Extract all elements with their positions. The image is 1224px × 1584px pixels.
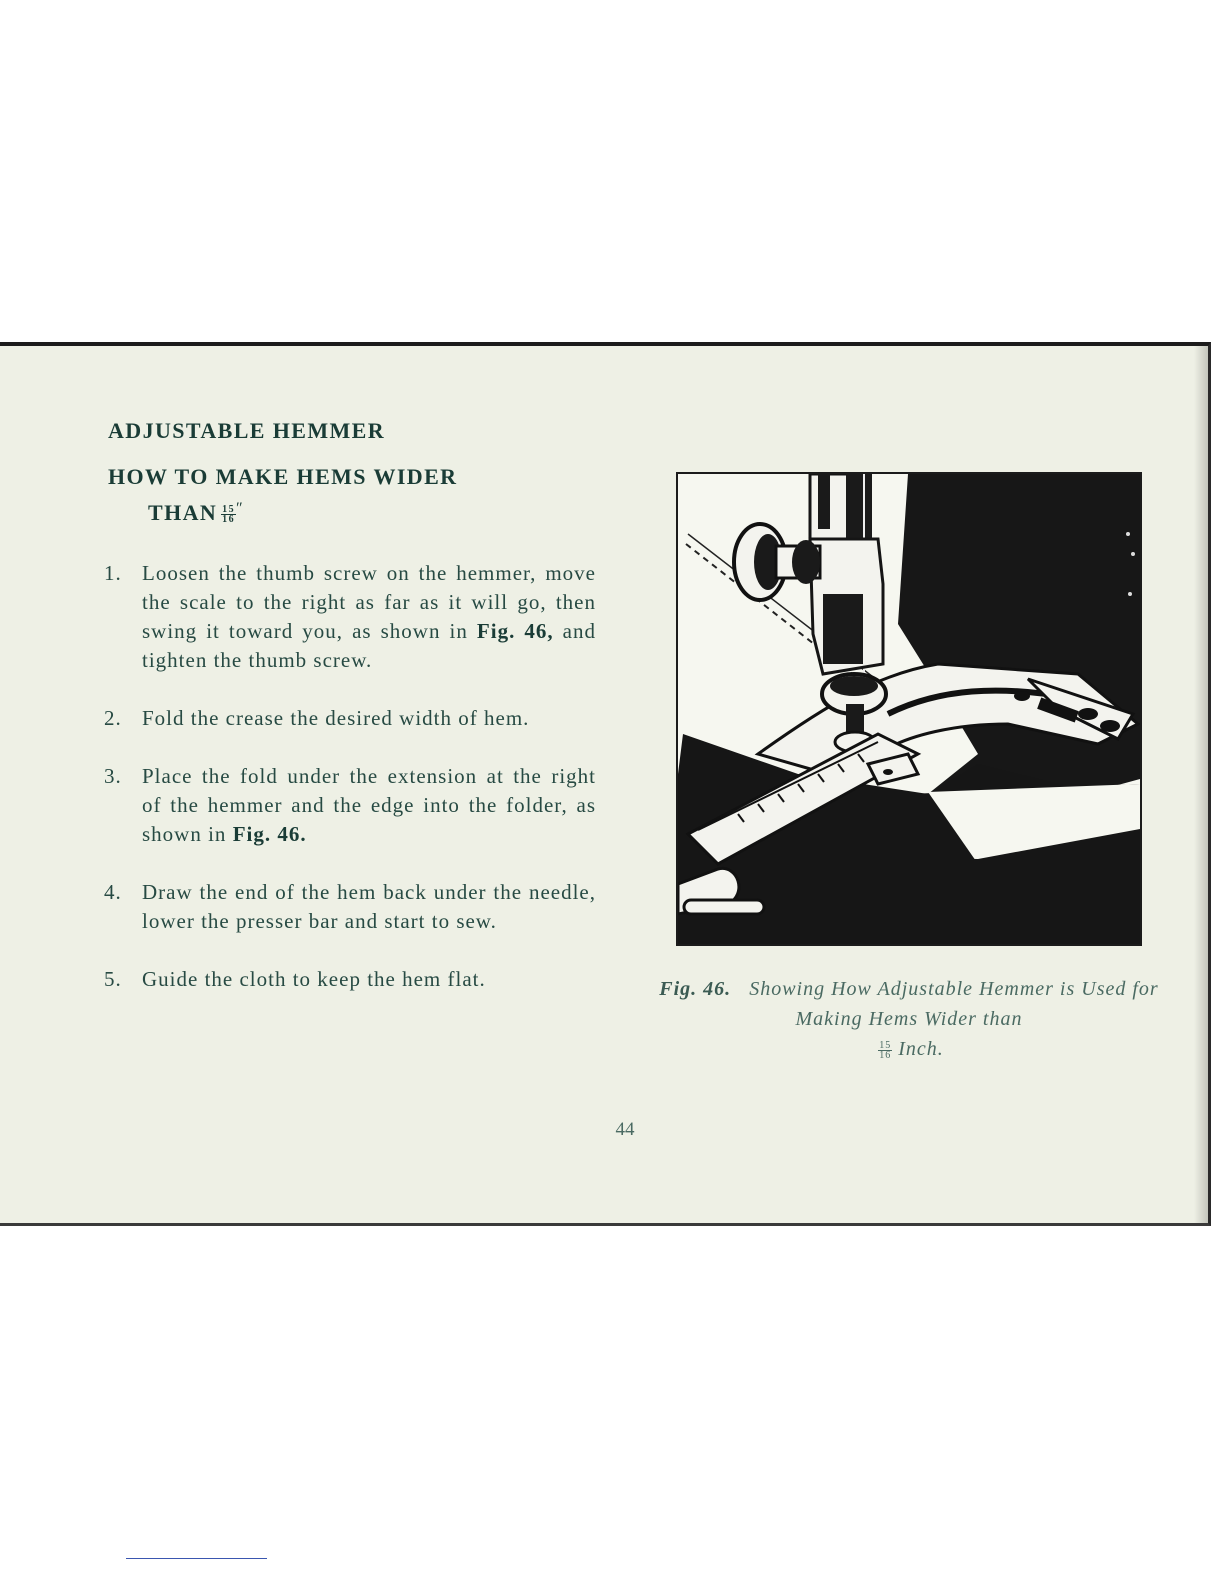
subtitle-line-2: [148, 500, 244, 526]
subtitle-inch-mark: ″: [235, 500, 245, 517]
step-2: [104, 704, 596, 733]
step-text: Draw the end of the hem back under the needle, lower the presser bar and start to sew.: [142, 880, 596, 933]
step-number: 2.: [104, 706, 122, 730]
subtitle-than: THAN: [148, 500, 218, 525]
figure-reference: Fig. 46,: [476, 619, 554, 643]
step-text: Place the fold under the extension at the right of the hemmer and the edge into the folder, as shown in: [142, 764, 596, 846]
steps-list: [104, 559, 596, 994]
subtitle-line-1: HOW TO MAKE HEMS WIDER: [108, 464, 458, 489]
caption-label: Fig. 46.: [659, 978, 732, 1000]
subtitle-fraction-numerator: 15: [222, 504, 235, 516]
step-number: 3.: [104, 764, 122, 788]
caption-unit: Inch.: [898, 1038, 944, 1060]
step-5: [104, 965, 596, 994]
step-text: and tighten the thumb screw.: [142, 619, 596, 672]
subtitle-fraction: [221, 505, 236, 524]
hemmer-illustration: [678, 474, 1140, 944]
figure-caption: [654, 974, 1164, 1064]
step-number: 4.: [104, 880, 122, 904]
caption-fraction-numerator: 15: [879, 1039, 892, 1051]
page-number: 44: [615, 1119, 635, 1140]
caption-fraction: [878, 1041, 892, 1060]
footnote-rule: [126, 1558, 267, 1559]
step-number: 5.: [104, 967, 122, 991]
step-1: [104, 559, 596, 675]
figure-reference: Fig. 46.: [232, 822, 307, 846]
section-title: ADJUSTABLE HEMMER: [108, 418, 386, 443]
step-text: Loosen the thumb screw on the hemmer, move the scale to the right as far as it will go, then swing it toward you, as shown in: [142, 561, 596, 643]
caption-fraction-denominator: 16: [879, 1049, 892, 1061]
figure-46-illustration: [676, 472, 1142, 946]
step-3: [104, 762, 596, 849]
manual-page: [0, 342, 1211, 1226]
caption-text: Showing How Adjustable Hemmer is Used for Making Hems Wider than: [749, 978, 1159, 1030]
step-4: [104, 878, 596, 936]
step-number: 1.: [104, 561, 122, 585]
step-text: Fold the crease the desired width of hem.: [142, 706, 530, 730]
subtitle-fraction-denominator: 16: [222, 514, 235, 526]
step-text: Guide the cloth to keep the hem flat.: [142, 967, 486, 991]
